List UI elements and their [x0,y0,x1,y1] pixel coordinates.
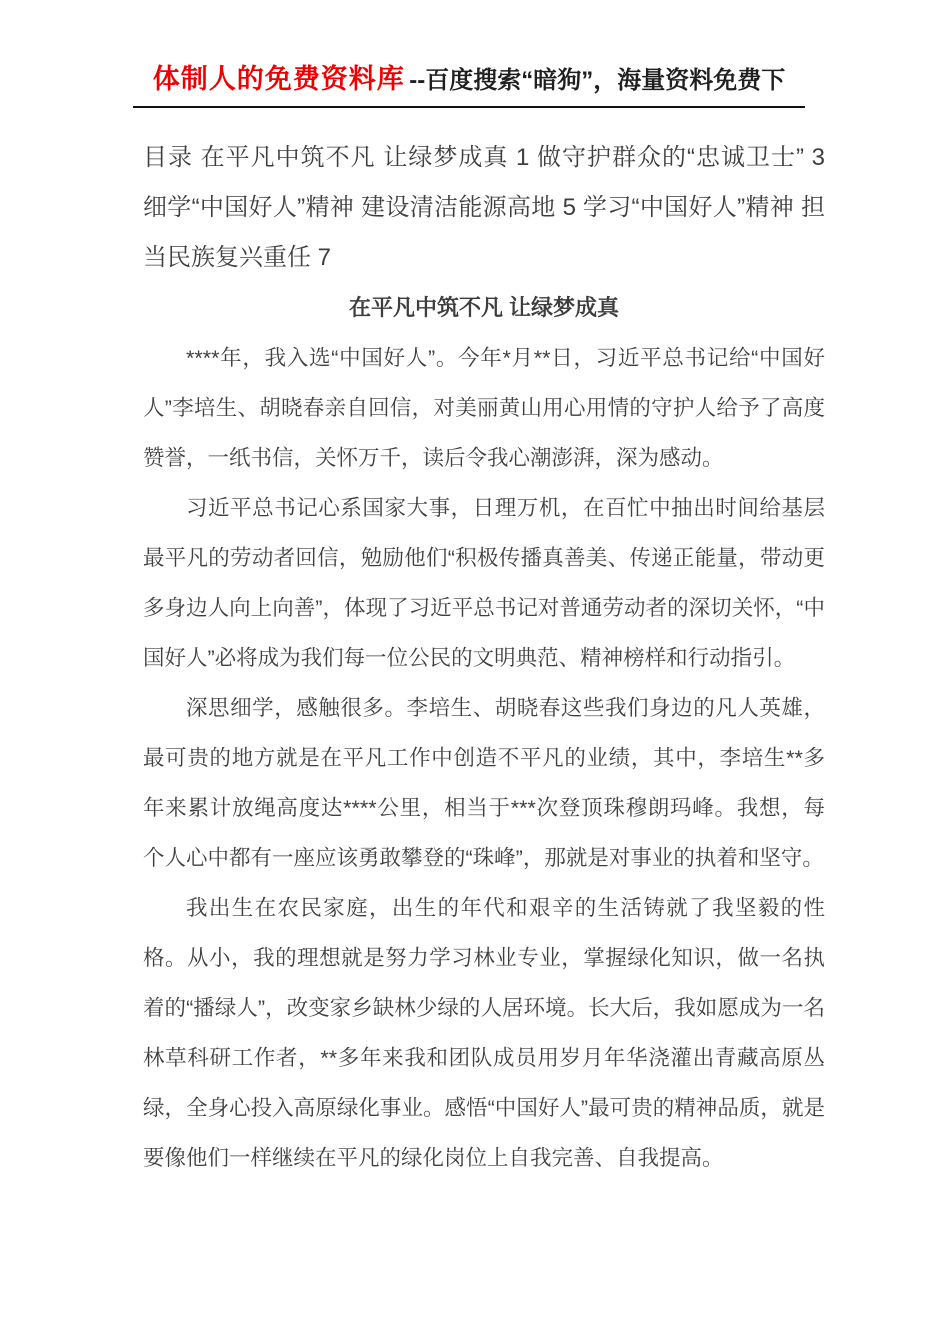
paragraph-3: 深思细学，感触很多。李培生、胡晓春这些我们身边的凡人英雄，最可贵的地方就是在平凡工作中创造不平凡的业绩，其中，李培生**多年来累计放绳高度达****公里，相当于***次登顶珠穆朗玛峰。我想，每个人心中都有一座应该勇敢攀登的“珠峰”，那就是对事业的执着和坚守。 [143,696,825,870]
site-brand-text: 体制人的免费资料库 [152,64,405,94]
header-tagline: --百度搜索“暗狗”，海量资料免费下 [409,67,786,94]
table-of-contents: 目录 在平凡中筑不凡 让绿梦成真 1 做守护群众的“忠诚卫士” 3 细学“中国好人”精神 建设清洁能源高地 5 学习“中国好人”精神 担当民族复兴重任 7 [143,144,825,271]
paragraph-1: ****年，我入选“中国好人”。今年*月**日，习近平总书记给“中国好人”李培生、胡晓春亲自回信，对美丽黄山用心用情的守护人给予了高度赞誉，一纸书信，关怀万千，读后令我心潮澎湃，深为感动。 [143,346,825,470]
page-header [133,0,805,108]
document-body [143,133,825,1183]
paragraph-4: 我出生在农民家庭，出生的年代和艰辛的生活铸就了我坚毅的性格。从小，我的理想就是努力学习林业专业，掌握绿化知识，做一名执着的“播绿人”，改变家乡缺林少绿的人居环境。长大后，我如愿成为一名林草科研工作者，**多年来我和团队成员用岁月年华浇灌出青藏高原丛绿，全身心投入高原绿化事业。感悟“中国好人”最可贵的精神品质，就是要像他们一样继续在平凡的绿化岗位上自我完善、自我提高。 [143,896,825,1170]
paragraph-2: 习近平总书记心系国家大事，日理万机，在百忙中抽出时间给基层最平凡的劳动者回信，勉励他们“积极传播真善美、传递正能量，带动更多身边人向上向善”，体现了习近平总书记对普通劳动者的深切关怀，“中国好人”必将成为我们每一位公民的文明典范、精神榜样和行动指引。 [143,496,825,670]
document-title: 在平凡中筑不凡 让绿梦成真 [348,295,620,320]
